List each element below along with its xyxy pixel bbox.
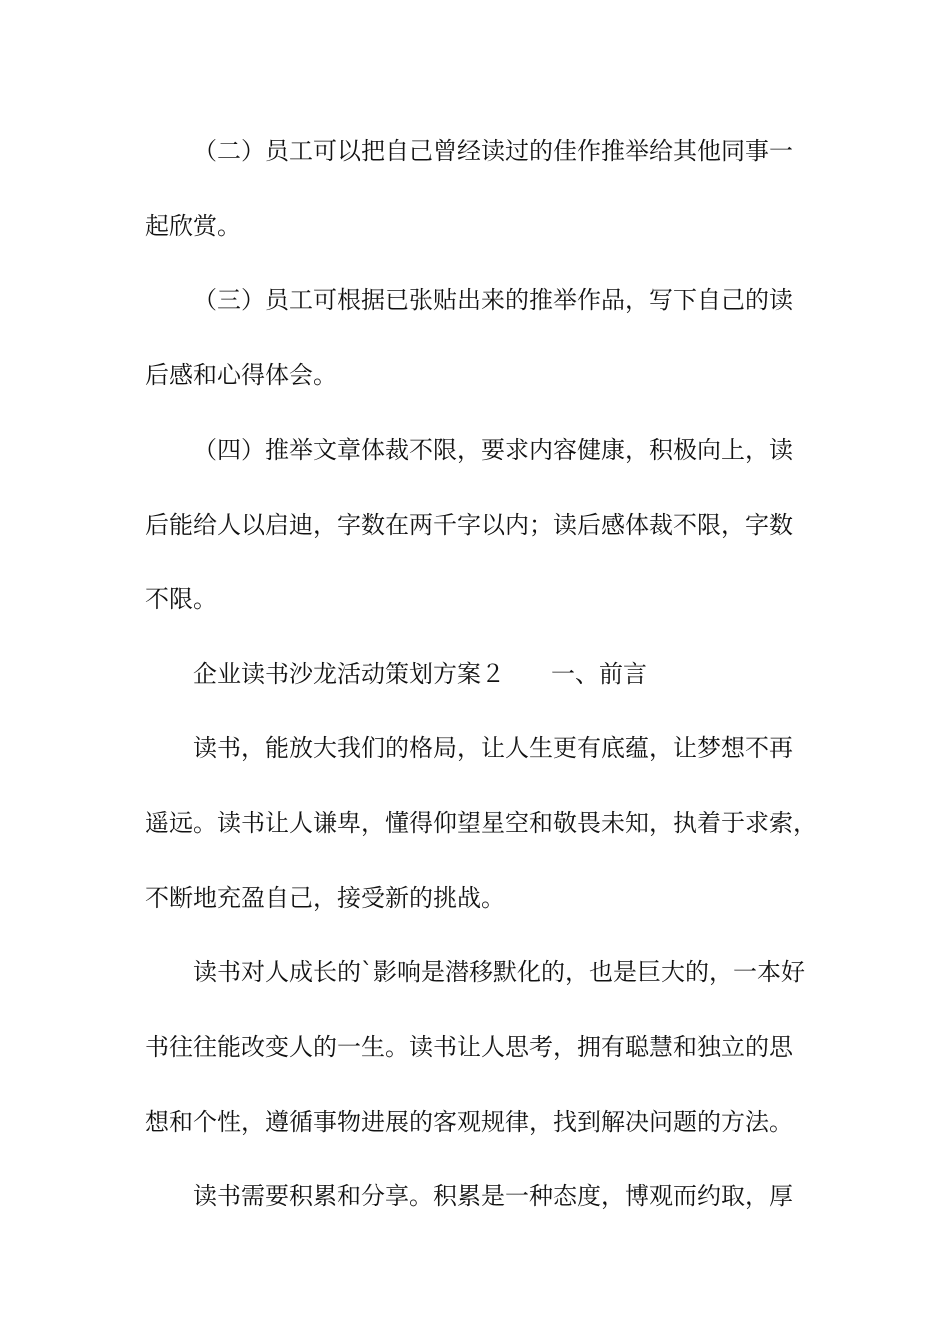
paragraph-line: 书往往能改变人的一生。读书让人思考，拥有聪慧和独立的思 bbox=[145, 1033, 793, 1061]
paragraph-line: 不断地充盈自己，接受新的挑战。 bbox=[145, 884, 505, 912]
section-title: 企业读书沙龙活动策划方案２ bbox=[193, 660, 505, 688]
paragraph-line: 后感和心得体会。 bbox=[145, 361, 337, 389]
paragraph-line: 起欣赏。 bbox=[145, 212, 241, 240]
paragraph-line: 后能给人以启迪，字数在两千字以内；读后感体裁不限，字数 bbox=[145, 511, 793, 539]
paragraph-line: （二）员工可以把自己曾经读过的佳作推举给其他同事一 bbox=[193, 137, 793, 165]
section-heading-line bbox=[193, 659, 647, 689]
paragraph-line: 不限。 bbox=[145, 585, 217, 613]
paragraph-line: （四）推举文章体裁不限，要求内容健康，积极向上，读 bbox=[193, 436, 793, 464]
section-subheading: 一、前言 bbox=[551, 660, 647, 688]
paragraph-line: 读书，能放大我们的格局，让人生更有底蕴，让梦想不再 bbox=[193, 734, 793, 762]
paragraph-line: 想和个性，遵循事物进展的客观规律，找到解决问题的方法。 bbox=[145, 1108, 793, 1136]
paragraph-line: 遥远。读书让人谦卑，懂得仰望星空和敬畏未知，执着于求索， bbox=[145, 809, 817, 837]
paragraph-line: 读书对人成长的`影响是潜移默化的，也是巨大的，一本好 bbox=[193, 958, 805, 986]
paragraph-line: 读书需要积累和分享。积累是一种态度，博观而约取，厚 bbox=[193, 1182, 793, 1210]
paragraph-line: （三）员工可根据已张贴出来的推举作品，写下自己的读 bbox=[193, 286, 793, 314]
